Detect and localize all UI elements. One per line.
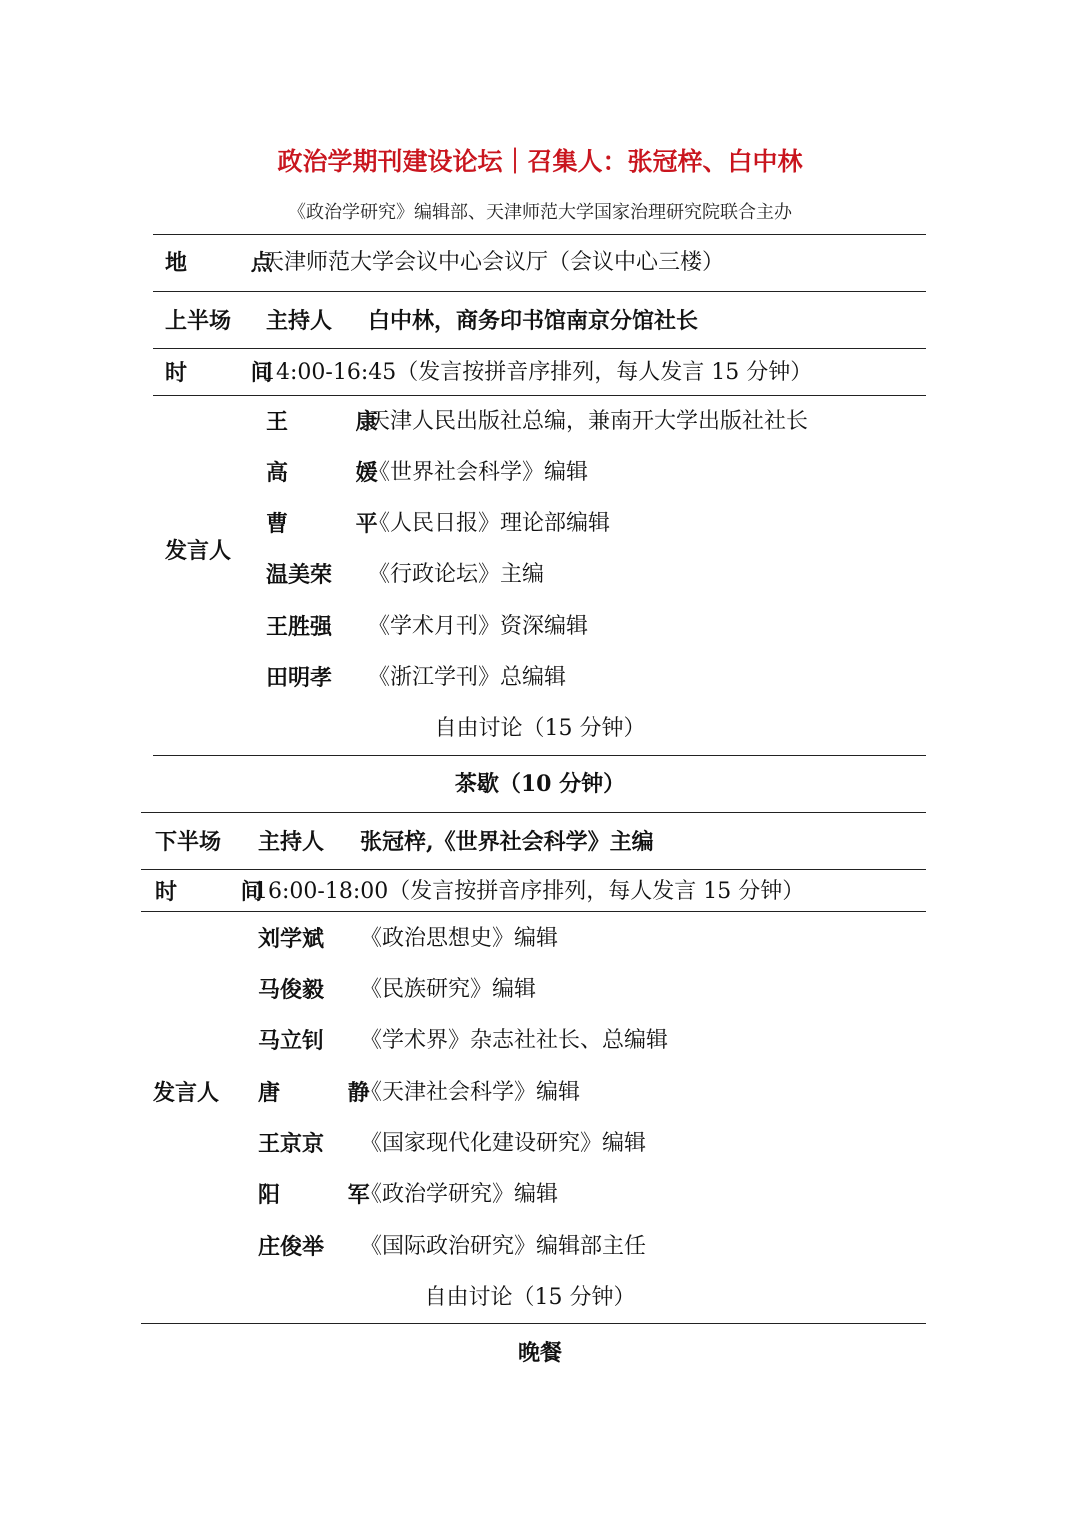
speaker-name: 温美荣 <box>266 562 333 588</box>
speaker-affiliation: 《行政论坛》主编 <box>368 562 545 587</box>
session1-host: 白中林，商务印书馆南京分馆社长 <box>368 308 699 334</box>
speaker-name: 马立钊 <box>258 1028 325 1054</box>
session2-label: 下半场 <box>155 829 222 855</box>
venue-label: 地 点 <box>165 250 301 276</box>
speaker-affiliation: 《天津社会科学》编辑 <box>360 1080 581 1105</box>
session1-speakers-label: 发言人 <box>165 538 232 564</box>
divider <box>153 291 926 292</box>
divider <box>141 911 926 912</box>
speaker-name: 王胜强 <box>266 614 333 640</box>
speaker-name: 庄俊举 <box>258 1234 325 1260</box>
speaker-name: 唐 静 <box>258 1080 400 1106</box>
speaker-name: 马俊毅 <box>258 977 325 1003</box>
session2-host: 张冠梓,《世界社会科学》主编 <box>360 829 654 855</box>
speaker-affiliation: 《国家现代化建设研究》编辑 <box>360 1131 647 1156</box>
speaker-affiliation: 《国际政治研究》编辑部主任 <box>360 1234 647 1259</box>
session1-host-label: 主持人 <box>266 308 333 334</box>
venue-value: 天津师范大学会议中心会议厅（会议中心三楼） <box>262 250 725 275</box>
speaker-name: 刘学斌 <box>258 926 325 952</box>
dinner: 晚餐 <box>517 1340 562 1366</box>
forum-subtitle: 《政治学研究》编辑部、天津师范大学国家治理研究院联合主办 <box>288 202 792 223</box>
session1-time-label: 时 间 <box>165 360 301 386</box>
speaker-affiliation: 《世界社会科学》编辑 <box>368 460 589 485</box>
speaker-name: 田明孝 <box>266 665 333 691</box>
speaker-name: 阳 军 <box>258 1182 400 1208</box>
session2-time-label: 时 间 <box>155 879 291 905</box>
speaker-affiliation: 《学术界》杂志社社长、总编辑 <box>360 1028 669 1053</box>
divider <box>153 755 926 756</box>
speaker-affiliation: 《学术月刊》资深编辑 <box>368 614 589 639</box>
divider <box>153 348 926 349</box>
speaker-affiliation: 《人民日报》理论部编辑 <box>368 511 611 536</box>
session1-time: 14:00-16:45（发言按拼音序排列，每人发言 15 分钟） <box>262 360 813 385</box>
forum-title: 政治学期刊建设论坛｜召集人：张冠梓、白中林 <box>277 147 803 176</box>
session2-time: 16:00-18:00（发言按拼音序排列，每人发言 15 分钟） <box>254 879 805 904</box>
speaker-affiliation: 《政治学研究》编辑 <box>360 1182 559 1207</box>
session2-discussion: 自由讨论（15 分钟） <box>424 1285 636 1310</box>
speaker-name: 王 康 <box>266 409 408 435</box>
speaker-name: 王京京 <box>258 1131 325 1157</box>
speaker-affiliation: 天津人民出版社总编，兼南开大学出版社社长 <box>368 409 809 434</box>
divider <box>141 812 926 813</box>
divider <box>141 869 926 870</box>
speaker-affiliation: 《民族研究》编辑 <box>360 977 537 1002</box>
session2-speakers-label: 发言人 <box>153 1080 220 1106</box>
speaker-affiliation: 《浙江学刊》总编辑 <box>368 665 567 690</box>
session2-host-label: 主持人 <box>258 829 325 855</box>
session1-discussion: 自由讨论（15 分钟） <box>434 716 646 741</box>
speaker-name: 曹 平 <box>266 511 408 537</box>
speaker-affiliation: 《政治思想史》编辑 <box>360 926 559 951</box>
speaker-name: 高 媛 <box>266 460 408 486</box>
tea-break: 茶歇（10 分钟） <box>454 771 626 797</box>
divider <box>153 395 926 396</box>
divider <box>141 1323 926 1324</box>
divider <box>153 234 926 235</box>
session1-label: 上半场 <box>165 308 232 334</box>
